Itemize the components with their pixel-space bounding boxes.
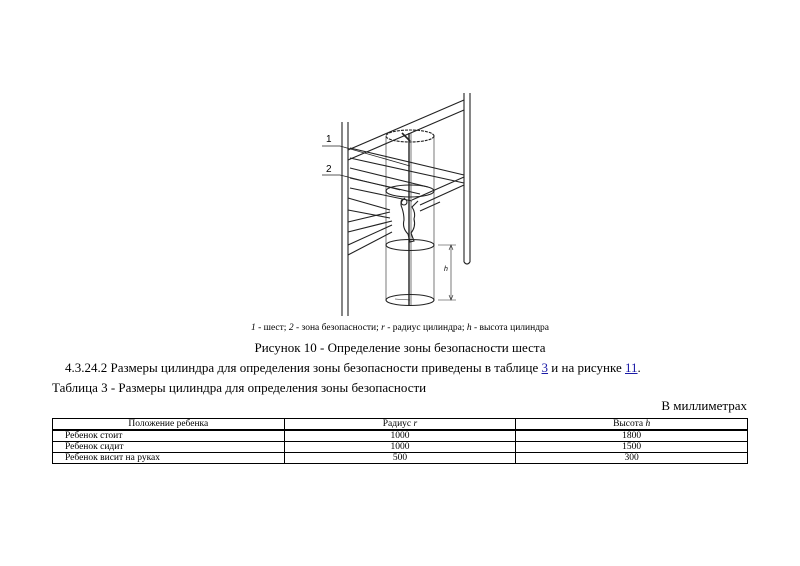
legend-text-2: - зона безопасности; bbox=[293, 323, 382, 333]
cell-radius: 1000 bbox=[284, 430, 516, 442]
table-row bbox=[53, 430, 748, 442]
cell-position: Ребенок стоит bbox=[53, 430, 285, 442]
header-radius-symbol: r bbox=[413, 419, 418, 429]
header-radius bbox=[284, 419, 516, 431]
table-title: Таблица 3 - Размеры цилиндра для определения зоны безопасности bbox=[52, 380, 427, 395]
legend-num-2: 2 bbox=[288, 323, 294, 333]
cell-height: 300 bbox=[516, 453, 748, 464]
header-position bbox=[53, 419, 285, 431]
cylinder-dimensions-table bbox=[52, 418, 748, 464]
cell-height: 1800 bbox=[516, 430, 748, 442]
legend-num-1: 1 bbox=[251, 323, 256, 333]
legend-text-3: - радиус цилиндра; bbox=[384, 323, 467, 333]
legend-symbol-h: h bbox=[466, 323, 472, 333]
table-header-row bbox=[53, 419, 748, 431]
link-table-3[interactable]: 3 bbox=[541, 360, 549, 375]
figure-caption: Рисунок 10 - Определение зоны безопасности шеста bbox=[254, 340, 546, 355]
header-height-label: Высота bbox=[613, 419, 646, 429]
paragraph-text-after: . bbox=[637, 360, 641, 375]
table-row bbox=[53, 453, 748, 464]
table-row bbox=[53, 442, 748, 453]
legend-symbol-r: r bbox=[381, 323, 385, 333]
header-position-label: Положение ребенка bbox=[128, 419, 209, 429]
header-height bbox=[516, 419, 748, 431]
cell-radius: 500 bbox=[284, 453, 516, 464]
height-marker-label: h bbox=[444, 266, 448, 273]
link-figure-11[interactable]: 11 bbox=[625, 360, 638, 375]
cell-height: 1500 bbox=[516, 442, 748, 453]
cell-radius: 1000 bbox=[284, 442, 516, 453]
header-height-symbol: h bbox=[645, 419, 651, 429]
marker-2-label: 2 bbox=[326, 164, 332, 175]
paragraph-text-middle: и на рисунке bbox=[548, 360, 625, 375]
header-radius-label: Радиус bbox=[382, 419, 414, 429]
marker-1-label: 1 bbox=[326, 134, 332, 145]
figure-legend bbox=[0, 323, 800, 333]
legend-text-4: - высота цилиндра bbox=[471, 323, 549, 333]
cell-position: Ребенок висит на руках bbox=[53, 453, 285, 464]
paragraph-text-before: 4.3.24.2 Размеры цилиндра для определения зоны безопасности приведены в таблице bbox=[65, 360, 542, 375]
paragraph-4-3-24-2 bbox=[65, 360, 641, 376]
table-units: В миллиметрах bbox=[661, 398, 747, 413]
legend-text-1: - шест; bbox=[255, 323, 289, 333]
cell-position: Ребенок сидит bbox=[53, 442, 285, 453]
